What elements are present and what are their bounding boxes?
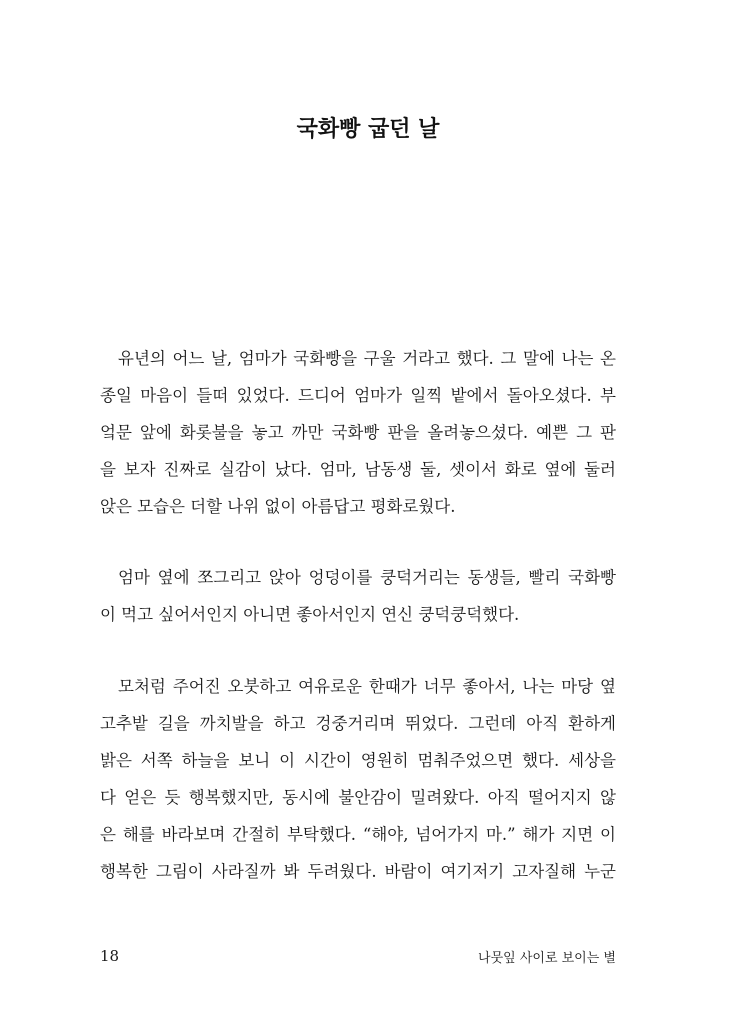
paragraph-3 [100,668,616,890]
text-line: 유년의 어느 날, 엄마가 국화빵을 구울 거라고 했다. 그 말에 나는 온 [118,349,616,368]
running-book-title: 나뭇잎 사이로 보이는 별 [478,951,616,966]
text-line: 고추밭 길을 까치발을 하고 겅중거리며 뛰었다. 그런데 아직 환하게 [100,714,616,733]
text-line: 은 해를 바라보며 간절히 부탁했다. “해야, 넘어가지 마.” 해가 지면 이 [100,825,616,844]
text-line: 앉은 모습은 더할 나위 없이 아름답고 평화로웠다. [100,497,456,516]
text-line: 을 보자 진짜로 실감이 났다. 엄마, 남동생 둘, 셋이서 화로 옆에 둘러 [100,460,616,479]
text-line: 엄마 옆에 쪼그리고 앉아 엉덩이를 쿵덕거리는 동생들, 빨리 국화빵 [118,568,616,587]
paragraph-1 [100,340,616,525]
text-line: 모처럼 주어진 오붓하고 여유로운 한때가 너무 좋아서, 나는 마당 옆 [118,677,616,696]
text-line: 종일 마음이 들떠 있었다. 드디어 엄마가 일찍 밭에서 돌아오셨다. 부 [100,386,616,405]
page-number: 18 [100,947,120,965]
text-line: 행복한 그림이 사라질까 봐 두려웠다. 바람이 여기저기 고자질해 누군 [100,862,616,881]
text-line: 밝은 서쪽 하늘을 보니 이 시간이 영원히 멈춰주었으면 했다. 세상을 [100,751,616,770]
text-line: 이 먹고 싶어서인지 아니면 좋아서인지 연신 쿵덕쿵덕했다. [100,605,520,624]
text-line: 엌문 앞에 화롯불을 놓고 까만 국화빵 판을 올려놓으셨다. 예쁜 그 판 [100,423,616,442]
paragraph-2 [100,559,616,633]
text-line: 다 얻은 듯 행복했지만, 동시에 불안감이 밀려왔다. 아직 떨어지지 않 [100,788,616,807]
chapter-title: 국화빵 굽던 날 [296,117,440,142]
page-footer [100,947,616,969]
